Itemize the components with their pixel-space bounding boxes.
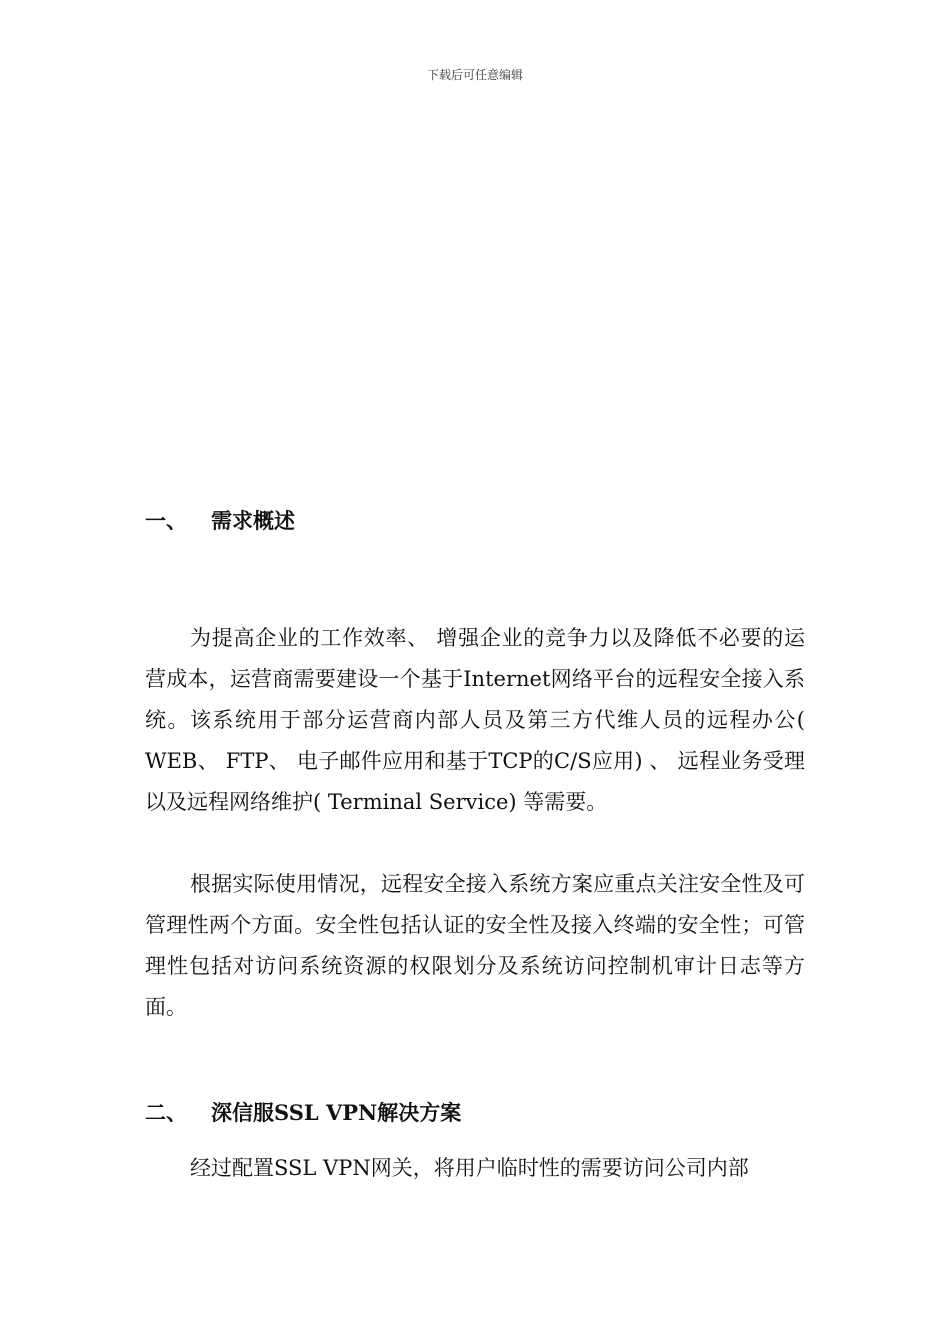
section-heading-solution [145,1097,461,1127]
section-title: 需求概述 [211,508,295,533]
paragraph-requirements-focus: 根据实际使用情况，远程安全接入系统方案应重点关注安全性及可管理性两个方面。安全性包括认证的安全性及接入终端的安全性；可管理性包括对访问系统资源的权限划分及系统访问控制机审计日志等方面。 [145,872,805,1019]
section-number: 二、 [145,1100,187,1125]
page-header-note: 下载后可任意编辑 [426,68,523,82]
section-title: 深信服SSL VPN解决方案 [211,1100,462,1125]
paragraph-solution-intro: 经过配置SSL VPN网关，将用户临时性的需要访问公司内部 [190,1156,749,1180]
paragraph-requirements-intro: 为提高企业的工作效率、 增强企业的竞争力以及降低不必要的运营成本，运营商需要建设一个基于Internet网络平台的远程安全接入系统。该系统用于部分运营商内部人员及第三方代维人员的远程办公( WEB、 FTP、 电子邮件应用和基于TCP的C/S应用) 、 远程业务受理以及远程网络维护( Terminal Service) 等需要。 [145,626,805,814]
section-number: 一、 [145,508,187,533]
section-heading-requirements [145,505,295,535]
